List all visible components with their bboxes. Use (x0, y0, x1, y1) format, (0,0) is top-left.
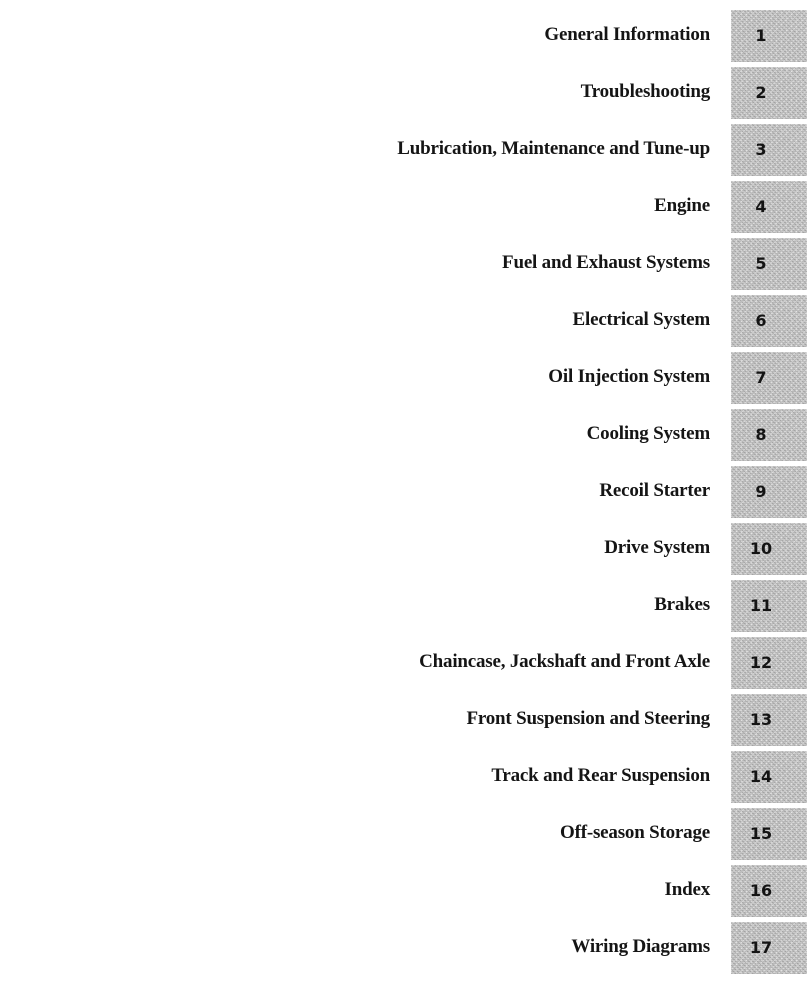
section-row-recoil-starter[interactable] (0, 466, 808, 520)
section-tab[interactable] (731, 751, 807, 803)
section-title: Drive System (604, 537, 710, 558)
section-title: Off-season Storage (560, 822, 710, 843)
section-number: 9 (755, 482, 767, 501)
section-title: Chaincase, Jackshaft and Front Axle (419, 651, 710, 672)
section-number: 11 (749, 596, 773, 615)
section-title: Engine (654, 195, 710, 216)
section-title: Oil Injection System (548, 366, 710, 387)
section-tab[interactable] (731, 808, 807, 860)
section-title: Recoil Starter (599, 480, 710, 501)
section-tab[interactable] (731, 694, 807, 746)
section-number: 10 (749, 539, 773, 558)
section-row-engine[interactable] (0, 181, 808, 235)
section-row-drive-system[interactable] (0, 523, 808, 577)
section-title: Cooling System (586, 423, 710, 444)
section-tab[interactable] (731, 580, 807, 632)
section-tab[interactable] (731, 10, 807, 62)
section-row-cooling[interactable] (0, 409, 808, 463)
section-title: Front Suspension and Steering (466, 708, 710, 729)
section-tab[interactable] (731, 295, 807, 347)
section-row-electrical[interactable] (0, 295, 808, 349)
section-number: 14 (749, 767, 773, 786)
section-number: 6 (755, 311, 767, 330)
section-tab[interactable] (731, 637, 807, 689)
section-number: 2 (755, 83, 767, 102)
section-title: Fuel and Exhaust Systems (502, 252, 710, 273)
section-number: 8 (755, 425, 767, 444)
section-tab[interactable] (731, 181, 807, 233)
section-row-wiring-diagrams[interactable] (0, 922, 808, 976)
section-tab[interactable] (731, 922, 807, 974)
section-number: 1 (755, 26, 767, 45)
section-row-index[interactable] (0, 865, 808, 919)
section-title: Wiring Diagrams (571, 936, 710, 957)
section-title: Brakes (654, 594, 710, 615)
section-number: 16 (749, 881, 773, 900)
section-number: 4 (755, 197, 767, 216)
section-title: General Information (544, 24, 710, 45)
section-title: Lubrication, Maintenance and Tune-up (397, 138, 710, 159)
section-row-chaincase[interactable] (0, 637, 808, 691)
section-title: Troubleshooting (580, 81, 710, 102)
section-title: Index (664, 879, 710, 900)
section-title: Electrical System (572, 309, 710, 330)
section-row-oil-injection[interactable] (0, 352, 808, 406)
section-row-brakes[interactable] (0, 580, 808, 634)
section-row-front-suspension[interactable] (0, 694, 808, 748)
section-tab[interactable] (731, 409, 807, 461)
section-row-general-information[interactable] (0, 10, 808, 64)
section-tab[interactable] (731, 466, 807, 518)
section-row-fuel-exhaust[interactable] (0, 238, 808, 292)
section-row-off-season-storage[interactable] (0, 808, 808, 862)
section-tab[interactable] (731, 523, 807, 575)
section-number: 15 (749, 824, 773, 843)
section-number: 13 (749, 710, 773, 729)
section-row-track-rear-suspension[interactable] (0, 751, 808, 805)
section-number: 3 (755, 140, 767, 159)
section-number: 7 (755, 368, 767, 387)
section-tab[interactable] (731, 238, 807, 290)
section-tab[interactable] (731, 865, 807, 917)
section-number: 17 (749, 938, 773, 957)
section-number: 12 (749, 653, 773, 672)
section-tab[interactable] (731, 352, 807, 404)
section-tab[interactable] (731, 124, 807, 176)
section-row-troubleshooting[interactable] (0, 67, 808, 121)
section-tab[interactable] (731, 67, 807, 119)
section-number: 5 (755, 254, 767, 273)
section-row-lubrication[interactable] (0, 124, 808, 178)
section-title: Track and Rear Suspension (491, 765, 710, 786)
